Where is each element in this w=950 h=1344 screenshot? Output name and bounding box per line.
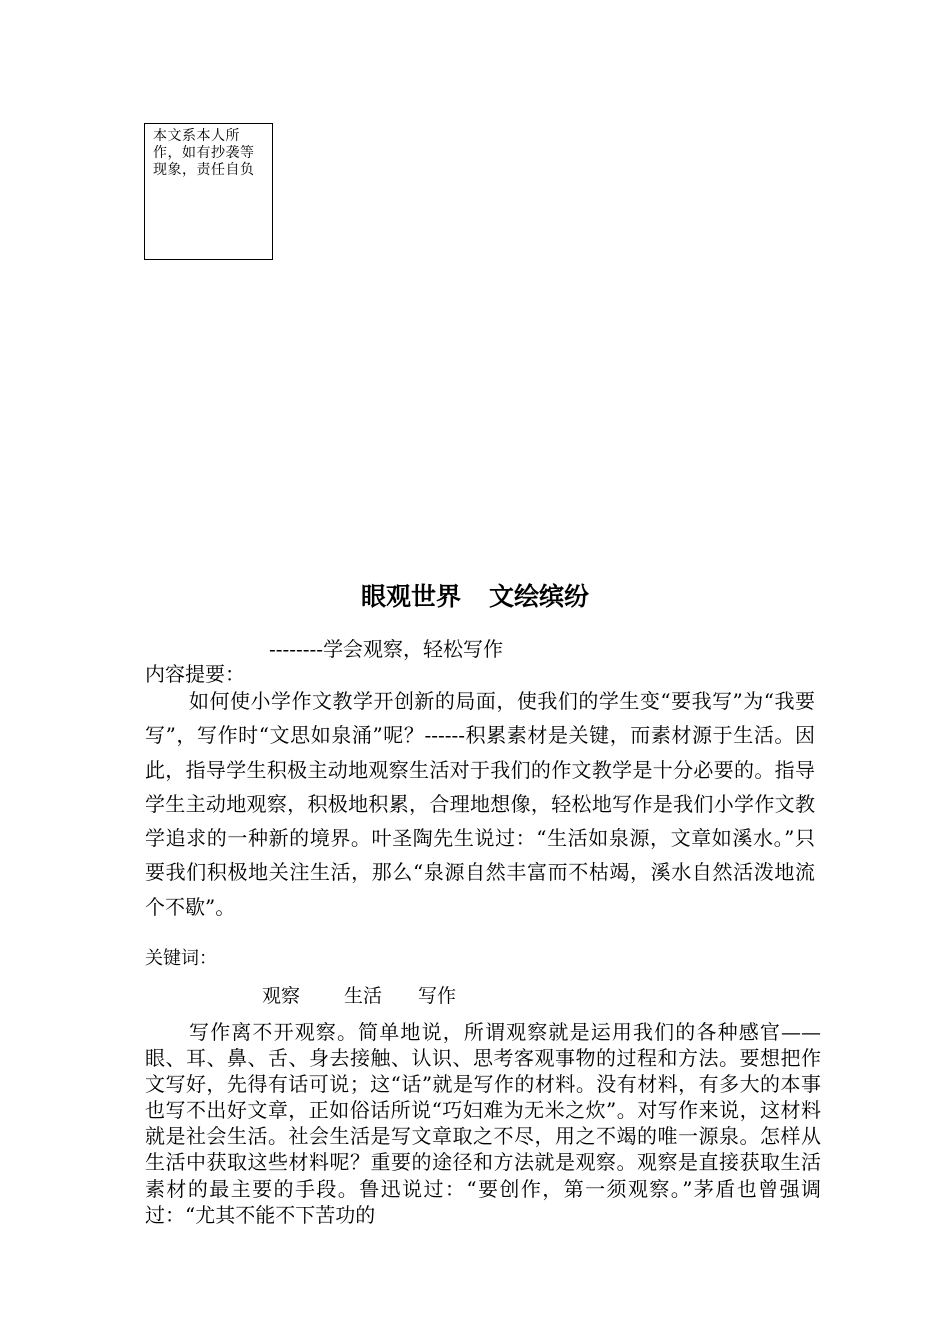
keyword-item: 观察 (262, 985, 301, 1007)
body-paragraph: 写作离不开观察。简单地说，所谓观察就是运用我们的各种感官——眼、耳、鼻、舌、身去接触、认识、思考客观事物的过程和方法。要想把作文写好，先得有话可说；这“话”就是写作的材料。没有材料，有多大的本事也写不出好文章，正如俗话所说“巧妇难为无米之炊”。对写作来说，这材料就是社会生活。社会生活是写文章取之不尽，用之不竭的唯一源泉。怎样从生活中获取这些材料呢？重要的途径和方法就是观察。观察是直接获取生活素材的最主要的手段。鲁迅说过：“要创作，第一须观察。”茅盾也曾强调过：“尤其不能不下苦功的 (145, 1020, 821, 1227)
keywords-label: 关键词： (145, 948, 217, 969)
disclaimer-text: 本文系本人所作，如有抄袭等现象，责任自负 (153, 128, 255, 178)
abstract-paragraph: 如何使小学作文教学开创新的局面，使我们的学生变“要我写”为“我要写”，写作时“文思如泉涌”呢？------积累素材是关键，而素材源于生活。因此，指导学生积极主动地观察生活对于我们的作文教学是十分必要的。指导学生主动地观察，积极地积累，合理地想像，轻松地写作是我们小学作文教学追求的一种新的境界。叶圣陶先生说过：“生活如泉源，文章如溪水。”只要我们积极地关注生活，那么“泉源自然丰富而不枯竭，溪水自然活泼地流个不歇”。 (145, 689, 815, 919)
title-left: 眼观世界 (360, 582, 461, 611)
main-body-section (145, 1019, 821, 1228)
abstract-section (145, 684, 815, 924)
disclaimer-box (144, 123, 273, 260)
keyword-item: 写作 (418, 985, 457, 1007)
abstract-label: 内容提要： (145, 662, 245, 686)
document-subtitle: --------学会观察，轻松写作 (269, 637, 504, 661)
keywords-list (262, 983, 456, 1009)
document-title (0, 580, 950, 614)
keyword-item: 生活 (344, 985, 383, 1007)
title-right: 文绘缤纷 (489, 582, 590, 611)
